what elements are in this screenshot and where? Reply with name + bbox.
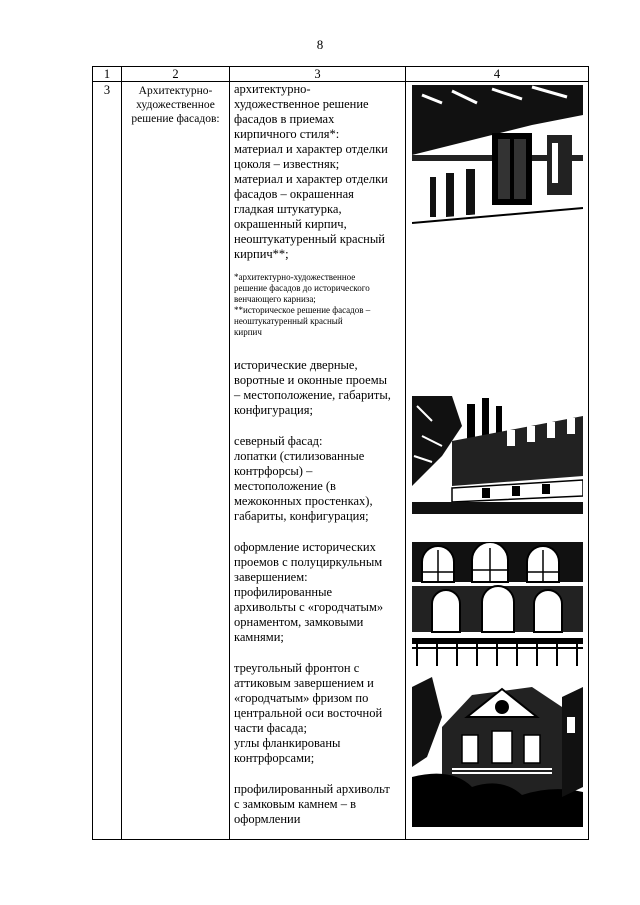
openings-description (234, 358, 401, 418)
text-line: оформление исторических (234, 540, 376, 554)
text-line: северный фасад: (234, 434, 323, 448)
note-line: решение фасадов до исторического (234, 283, 370, 293)
header-col-4: 4 (406, 67, 589, 82)
note-line: кирпич (234, 327, 262, 337)
text-line: камнями; (234, 630, 284, 644)
text-line: неоштукатуренный красный (234, 232, 385, 246)
text-line: – местоположение, габариты, (234, 388, 391, 402)
note-line: **историческое решение фасадов – (234, 305, 371, 315)
text-line: художественное решение (234, 97, 369, 111)
text-line: аттиковым завершением и (234, 676, 374, 690)
text-line: материал и характер отделки (234, 142, 388, 156)
note-line: венчающего карниза; (234, 294, 316, 304)
east-pediment-photo (412, 677, 583, 827)
text-line: контрфорсы) – (234, 464, 313, 478)
text-line: завершением: (234, 570, 308, 584)
text-line: с замковым камнем – в (234, 797, 356, 811)
text-line: межоконных простенках), (234, 494, 373, 508)
text-line: треугольный фронтон с (234, 661, 360, 675)
text-line: цоколя – известняк; (234, 157, 340, 171)
text-line: фасадов в приемах (234, 112, 335, 126)
note-line: неоштукатуренный красный (234, 316, 343, 326)
text-line: контрфорсами; (234, 751, 315, 765)
note-line: *архитектурно-художественное (234, 272, 356, 282)
footnote (234, 272, 401, 338)
text-line: воротные и оконные проемы (234, 373, 388, 387)
archivolt-description (234, 782, 401, 827)
header-col-1: 1 (93, 67, 122, 82)
table-header-row (93, 67, 589, 82)
text-line: исторические дверные, (234, 358, 358, 372)
features-table (92, 66, 589, 840)
photos-column (406, 82, 589, 840)
text-line: кирпичного стиля*: (234, 127, 340, 141)
text-line: оформлении (234, 812, 301, 826)
text-line: конфигурация; (234, 403, 313, 417)
style-description (234, 82, 401, 262)
arched-openings-photo (412, 542, 583, 666)
text-line: профилированный архивольт (234, 782, 390, 796)
text-line: углы фланкированы (234, 736, 341, 750)
table-row (93, 82, 589, 840)
text-line: части фасада; (234, 721, 307, 735)
pediment-description (234, 661, 401, 766)
arched-openings-description (234, 540, 401, 645)
text-line: материал и характер отделки (234, 172, 388, 186)
header-col-2: 2 (122, 67, 230, 82)
row-number: 3 (93, 82, 122, 840)
text-line: проемов с полуциркульным (234, 555, 383, 569)
row-title (122, 82, 230, 840)
facade-window-photo (412, 85, 583, 241)
row-title-line: художественное (136, 99, 215, 111)
text-line: габариты, конфигурация; (234, 509, 369, 523)
text-line: архитектурно- (234, 82, 311, 96)
text-line: орнаментом, замковыми (234, 615, 364, 629)
text-line: лопатки (стилизованные (234, 449, 365, 463)
row-title-line: Архитектурно- (138, 85, 213, 97)
row-description (230, 82, 406, 840)
north-facade-description (234, 434, 401, 524)
page-number: 8 (316, 37, 324, 52)
text-line: гладкая штукатурка, (234, 202, 342, 216)
text-line: центральной оси восточной (234, 706, 383, 720)
text-line: архивольты с «городчатым» (234, 600, 384, 614)
text-line: местоположение (в (234, 479, 336, 493)
row-title-line: решение фасадов: (131, 113, 220, 125)
text-line: кирпич**; (234, 247, 289, 261)
text-line: профилированные (234, 585, 333, 599)
text-line: «городчатым» фризом по (234, 691, 369, 705)
header-col-3: 3 (230, 67, 406, 82)
text-line: фасадов – окрашенная (234, 187, 354, 201)
text-line: окрашенный кирпич, (234, 217, 347, 231)
north-facade-photo (412, 396, 583, 514)
